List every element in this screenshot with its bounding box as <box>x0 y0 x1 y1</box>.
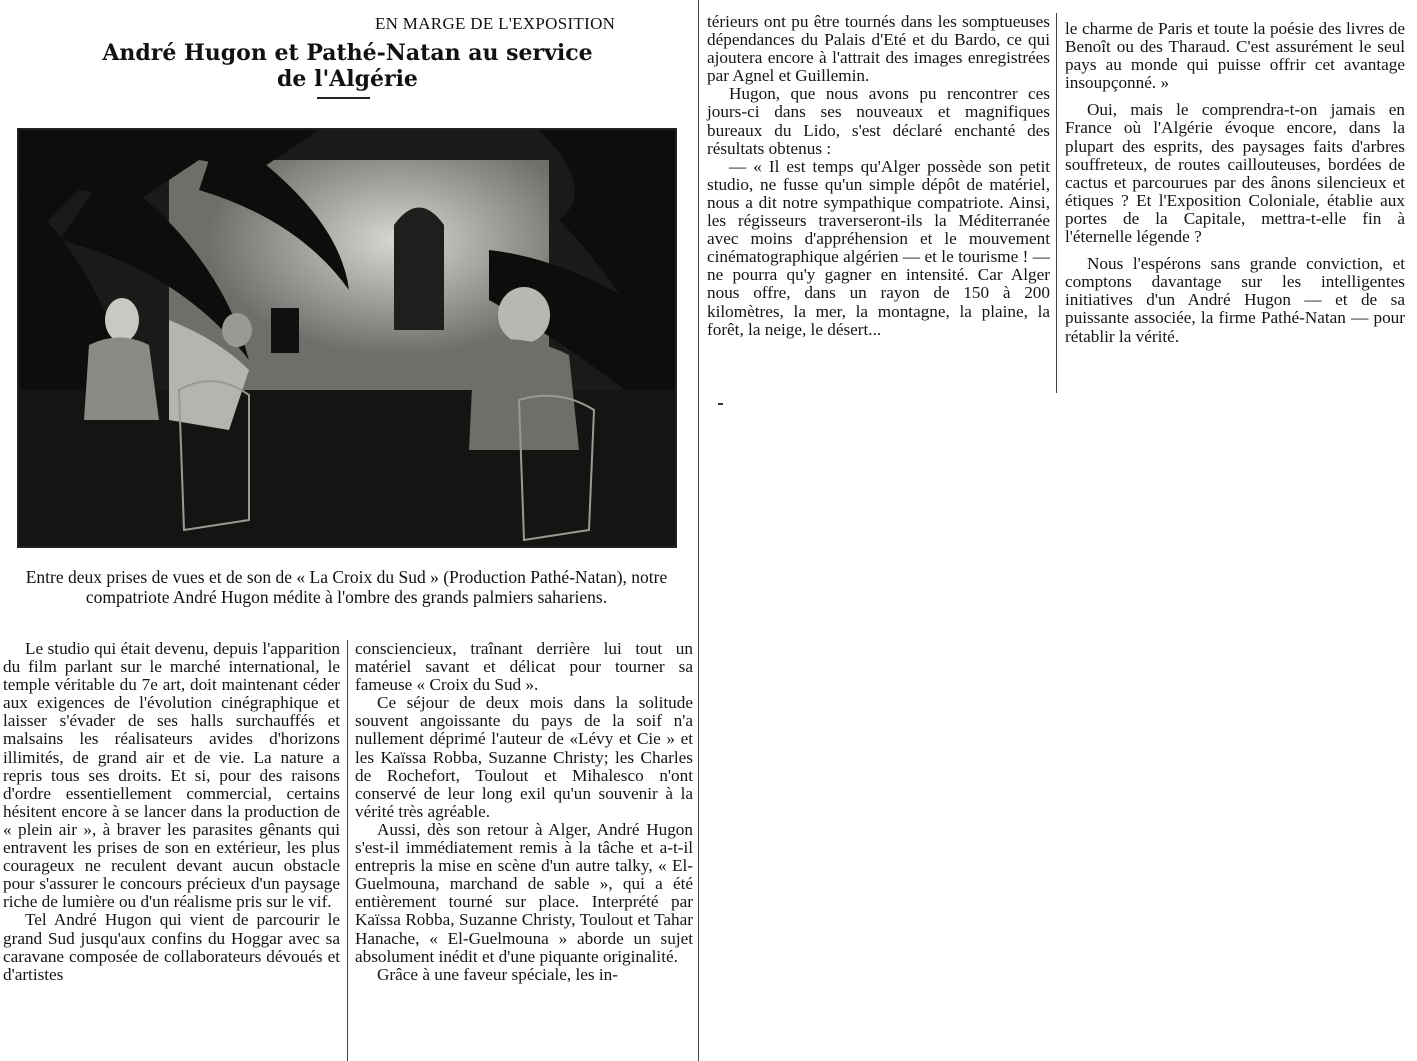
article-photo <box>17 128 677 548</box>
title-underline <box>317 97 370 99</box>
paragraph: Oui, mais le comprendra-t-on jamais en France où l'Algérie évoque encore, dans la plupart des esprits, des paysages faits d'arbres souffreteux, de routes caillouteuses, bordées de cactus et parcourues par des ânons silencieux et étiques ? Et l'Exposition Coloniale, établie aux portes de la Capitale, mettra-t-elle fin à l'éternelle légende ? <box>1065 100 1405 247</box>
column-divider <box>1056 13 1057 393</box>
paragraph: Hugon, que nous avons pu rencontrer ces jours-ci dans ses nouveaux et magnifiques bureaux du Lido, s'est déclaré enchanté des résultats obtenus : <box>707 84 1050 158</box>
photo-illustration <box>19 130 675 546</box>
paragraph: térieurs ont pu être tournés dans les somptueuses dépendances du Palais d'Eté et du Bardo, ce qui ajoutera encore à l'attrait des images enregistrées par Agnel et Guillemin. <box>707 12 1050 86</box>
article-column-1 <box>3 640 340 984</box>
paragraph: Le studio qui était devenu, depuis l'apparition du film parlant sur le marché international, le temple véritable du 7e art, doit maintenant céder aux exigences de l'évolution cinégraphique et laisser s'évader de ses halls surchauffés et malsains les réalisateurs avides d'horizons illimités, de grand air et de vie. La nature a repris tous ses droits. Et si, pour des raisons d'ordre essentiellement commercial, certains hésitent encore à se lancer dans la production de « plein air », à braver les parasites gênants qui entravent les prises de son en extérieur, les plus courageux ne reculent devant aucun obstacle pour s'assurer le concours précieux d'un paysage riche de lumière ou d'un réalisme pris sur le vif. <box>3 639 340 912</box>
headline-line-1: André Hugon et Pathé-Natan au service <box>102 40 593 66</box>
paragraph: Tel André Hugon qui vient de parcourir le grand Sud jusqu'aux confins du Hoggar avec sa caravane composée de collaborateurs dévoués et d'artistes <box>3 910 340 984</box>
arched-window <box>394 208 444 331</box>
headline-line-2: de l'Algérie <box>277 66 418 92</box>
section-kicker: EN MARGE DE L'EXPOSITION <box>375 14 616 33</box>
article-column-3 <box>707 13 1050 339</box>
paragraph: — « Il est temps qu'Alger possède son petit studio, ne fusse qu'un simple dépôt de matériel, nous a dit notre sympathique compatriote. Ainsi, les régisseurs traverseront-ils la Méditerranée avec moins d'appréhension et le mouvement cinématographique algérien — et le tourisme ! — ne pourra qu'y gagner en intensité. Car Alger nous offre, dans un rayon de 150 à 200 kilomètres, la mer, la montagne, la plaine, la forêt, la neige, le désert... <box>707 156 1050 339</box>
paragraph: consciencieux, traînant derrière lui tout un matériel savant et délicat pour tourner sa fameuse « Croix du Sud ». <box>355 639 693 695</box>
column-end-mark <box>718 403 723 405</box>
article-column-4 <box>1065 20 1405 346</box>
sound-equipment <box>271 308 299 353</box>
column-divider <box>698 0 699 1061</box>
paragraph: le charme de Paris et toute la poésie des livres de Benoît ou des Tharaud. C'est assurément le seul pays au monde qui puisse offrir cet avantage insoupçonné. » <box>1065 19 1405 93</box>
paragraph: Nous l'espérons sans grande conviction, et comptons davantage sur les intelligentes initiatives d'un André Hugon — et de sa puissante associée, la firme Pathé-Natan — pour rétablir la vérité. <box>1065 254 1405 346</box>
photo-caption: Entre deux prises de vues et de son de « La Croix du Sud » (Production Pathé-Natan), notre compatriote André Hugon médite à l'ombre des grands palmiers sahariens. <box>25 567 668 607</box>
paragraph: Aussi, dès son retour à Alger, André Hugon s'est-il immédiatement remis à la tâche et a-t-il entrepris la mise en scène d'un autre talky, « El-Guelmouna, marchand de sable », qui a été entièrement tourné sur place. Interprété par Kaïssa Robba, Suzanne Christy, Toulout et Tahar Hanache, « El-Guelmouna » aborde un sujet absolument inédit et d'une piquante originalité. <box>355 819 693 966</box>
paragraph: Grâce à une faveur spéciale, les in- <box>377 964 618 984</box>
article-column-2 <box>355 640 693 984</box>
column-divider <box>347 640 348 1061</box>
article-headline <box>20 40 675 92</box>
paragraph: Ce séjour de deux mois dans la solitude souvent angoissante du pays de la soif n'a nullement déprimé l'auteur de «Lévy et Cie » et les Kaïssa Robba, Suzanne Christy; les Charles de Rochefort, Toulout et Mihalesco n'ont conservé de leur long exil qu'un souvenir à la vérité très agréable. <box>355 693 693 821</box>
